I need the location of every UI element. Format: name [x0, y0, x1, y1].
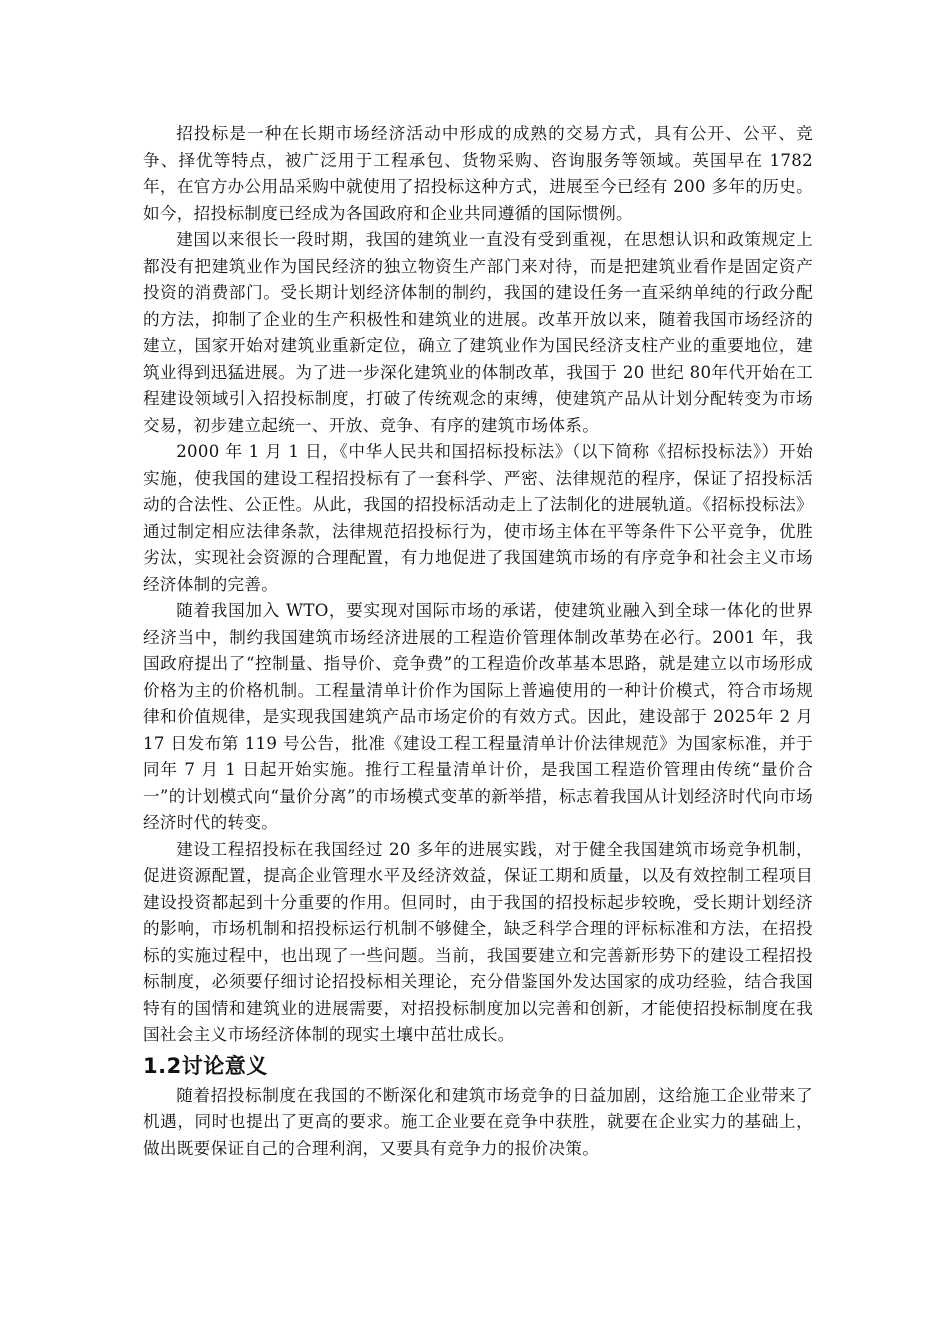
paragraph-history: 建国以来很长一段时期，我国的建筑业一直没有受到重视，在思想认识和政策规定上都没有把建筑业作为国民经济的独立物资生产部门来对待，而是把建筑业看作是固定资产投资的消费部门。受长期计划经济体制的制约，我国的建设任务一直采纳单纯的行政分配的方法，抑制了企业的生产积极性和建筑业的进展。改革开放以来，随着我国市场经济的建立，国家开始对建筑业重新定位，确立了建筑业作为国民经济支柱产业的重要地位，建筑业得到迅猛进展。为了进一步深化建筑业的体制改革，我国于 20 世纪 80年代开始在工程建设领域引入招投标制度，打破了传统观念的束缚，使建筑产品从计划分配转变为市场交易，初步建立起统一、开放、竞争、有序的建筑市场体系。 [143, 230, 813, 435]
paragraph-wto: 随着我国加入 WTO，要实现对国际市场的承诺，使建筑业融入到全球一体化的世界经济当中，制约我国建筑市场经济进展的工程造价管理体制改革势在必行。2001 年，我国政府提出了“控制量、指导价、竞争费”的工程造价改革基本思路，就是建立以市场形成价格为主的价格机制。工程量清单计价作为国际上普遍使用的一种计价模式，符合市场规律和价值规律，是实现我国建筑产品市场定价的有效方式。因此，建设部于 2025年 2 月 17 日发布第 119 号公告，批准《建设工程工程量清单计价法律规范》为国家标准，并于同年 7 月 1 日起开始实施。推行工程量清单计价，是我国工程造价管理由传统“量价合一”的计划模式向“量价分离”的市场模式变革的新举措，标志着我国从计划经济时代向市场经济时代的转变。 [143, 601, 813, 832]
paragraph-intro: 招投标是一种在长期市场经济活动中形成的成熟的交易方式，具有公开、公平、竞争、择优等特点，被广泛用于工程承包、货物采购、咨询服务等领域。英国早在 1782年，在官方办公用品采购中就使用了招投标这种方式，进展至今已经有 200 多年的历史。如今，招投标制度已经成为各国政府和企业共同遵循的国际惯例。 [143, 124, 813, 223]
paragraph-law: 2000 年 1 月 1 日，《中华人民共和国招标投标法》（以下简称《招标投标法》）开始实施，使我国的建设工程招投标有了一套科学、严密、法律规范的程序，保证了招投标活动的合法性、公正性。从此，我国的招投标活动走上了法制化的进展轨道。《招标投标法》通过制定相应法律条款，法律规范招投标行为，使市场主体在平等条件下公平竞争，优胜劣汰，实现社会资源的合理配置，有力地促进了我国建筑市场的有序竞争和社会主义市场经济体制的完善。 [143, 442, 813, 594]
paragraph-practice: 建设工程招投标在我国经过 20 多年的进展实践，对于健全我国建筑市场竞争机制，促进资源配置，提高企业管理水平及经济效益，保证工期和质量，以及有效控制工程项目建设投资都起到十分重要的作用。但同时，由于我国的招投标起步较晚，受长期计划经济的影响，市场机制和招投标运行机制不够健全，缺乏科学合理的评标标准和方法，在招投标的实施过程中，也出现了一些问题。当前，我国要建立和完善新形势下的建设工程招投标制度，必须要仔细讨论招投标相关理论，充分借鉴国外发达国家的成功经验，结合我国特有的国情和建筑业的进展需要，对招投标制度加以完善和创新，才能使招投标制度在我国社会主义市场经济体制的现实土壤中茁壮成长。 [143, 839, 813, 1044]
section-heading: 1.2讨论意义 [143, 1053, 268, 1078]
document-page [143, 121, 813, 1162]
paragraph-significance: 随着招投标制度在我国的不断深化和建筑市场竞争的日益加剧，这给施工企业带来了机遇，同时也提出了更高的要求。施工企业要在竞争中获胜，就要在企业实力的基础上，做出既要保证自己的合理利润，又要具有竞争力的报价决策。 [143, 1085, 813, 1158]
